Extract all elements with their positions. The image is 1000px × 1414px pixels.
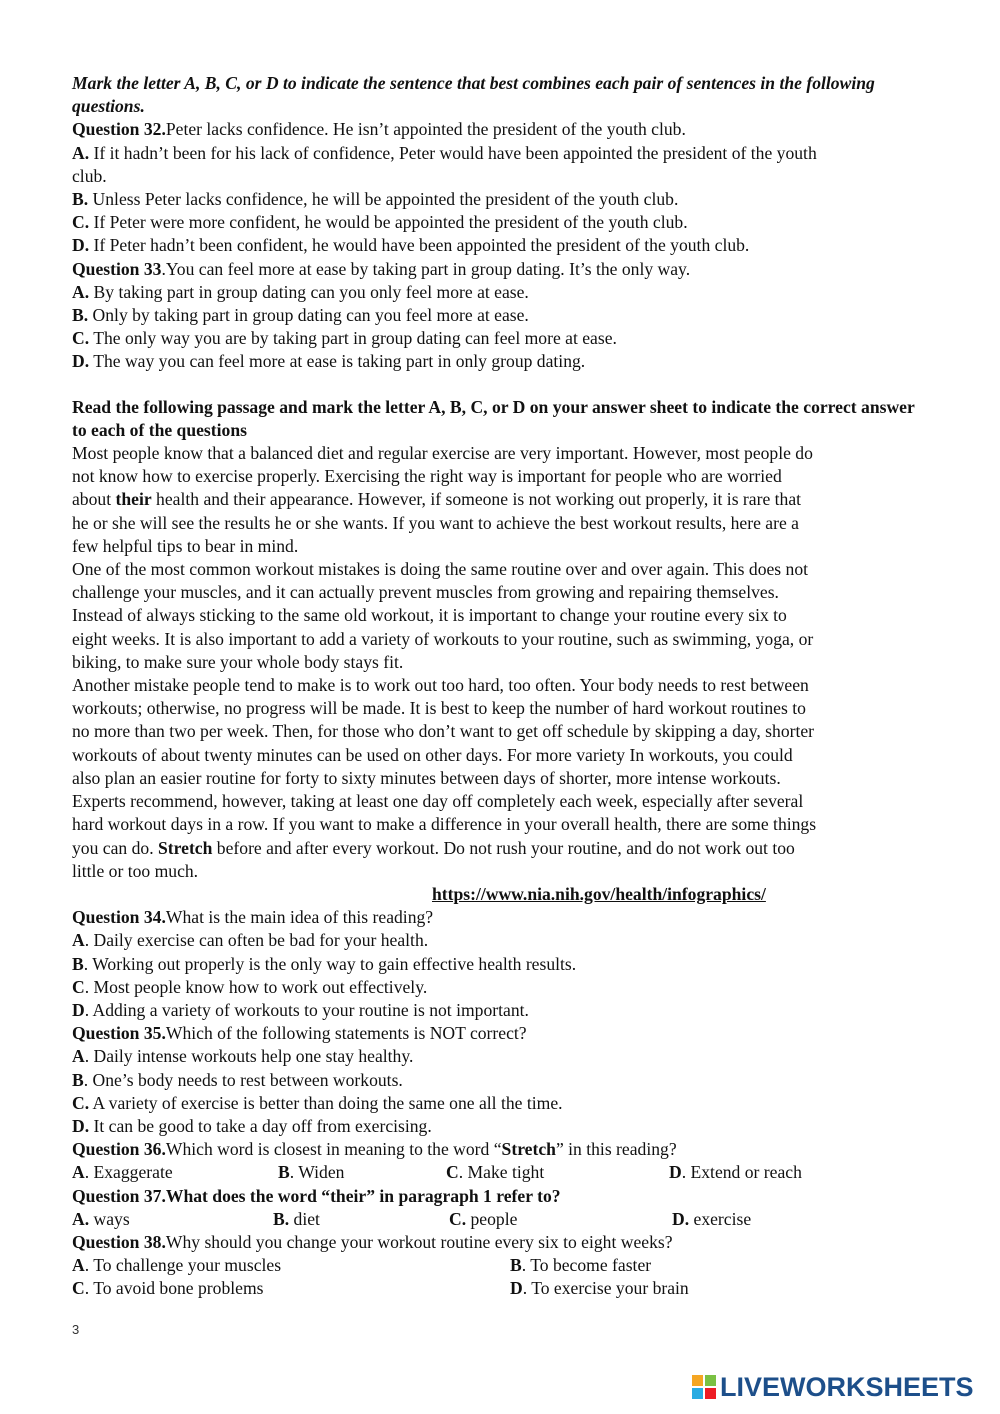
question-label: Question 32. — [72, 119, 166, 140]
option-letter: D — [510, 1278, 523, 1299]
passage-line: One of the most common workout mistakes is doing the same routine over and over again. This does not — [72, 559, 809, 580]
section-spacer — [72, 374, 930, 396]
q38-option-b[interactable] — [510, 1254, 651, 1277]
option-text: . To avoid bone problems — [84, 1278, 264, 1299]
passage-text: before and after every workout. Do not rush your routine, and do not work out too — [212, 837, 795, 858]
question-stem: Which word is closest in meaning to the word “ — [165, 1139, 502, 1160]
q37-option-b[interactable] — [273, 1208, 320, 1231]
option-text: The only way you are by taking part in group dating can feel more at ease. — [93, 328, 617, 349]
q38-option-d[interactable] — [510, 1277, 689, 1300]
q34-option-c[interactable] — [72, 976, 930, 999]
passage-text: you can do. — [72, 837, 158, 858]
q32-option-a[interactable] — [72, 142, 930, 165]
option-letter: A — [72, 930, 85, 951]
option-text: If it hadn’t been for his lack of confidence, Peter would have been appointed the president of the youth — [93, 142, 817, 163]
passage-line: workouts of about twenty minutes can be used on other days. For more variety In workouts, you could — [72, 744, 793, 765]
question-32 — [72, 118, 930, 141]
option-text: . Exaggerate — [84, 1162, 173, 1183]
brand-name: LIVEWORKSHEETS — [720, 1372, 974, 1403]
option-letter: C. — [72, 212, 90, 233]
option-text: . Daily exercise can often be bad for your health. — [84, 930, 429, 951]
question-stem: What does the word “their” in paragraph 1 refer to? — [165, 1185, 561, 1206]
option-letter: D. — [72, 235, 90, 256]
instruction-reading: Read the following passage and mark the letter A, B, C, or D on your answer sheet to indicate the correct answer to each of the questions — [72, 396, 915, 440]
worksheet-page — [72, 72, 930, 1301]
option-text: exercise — [689, 1208, 752, 1229]
question-stem: Peter lacks confidence. He isn’t appointed the president of the youth club. — [165, 119, 686, 140]
option-letter: B — [72, 953, 84, 974]
option-text: . Extend or reach — [681, 1162, 802, 1183]
question-label: Question 38. — [72, 1231, 166, 1252]
option-text: If Peter were more confident, he would be appointed the president of the youth club. — [93, 212, 688, 233]
option-text: . Working out properly is the only way to gain effective health results. — [83, 953, 577, 974]
option-text: A variety of exercise is better than doing the same one all the time. — [89, 1092, 563, 1113]
question-38 — [72, 1231, 930, 1254]
option-text: . To become faster — [521, 1255, 652, 1276]
q36-option-d[interactable] — [669, 1161, 802, 1184]
option-text: diet — [289, 1208, 320, 1229]
q35-option-a[interactable] — [72, 1045, 930, 1068]
option-letter: C. — [72, 1092, 90, 1113]
reading-passage — [72, 442, 930, 906]
question-33 — [72, 258, 930, 281]
passage-line: Instead of always sticking to the same old workout, it is important to change your routine every six to — [72, 605, 787, 626]
passage-line: eight weeks. It is also important to add a variety of workouts to your routine, such as swimming, yoga, or — [72, 628, 814, 649]
q33-option-d[interactable] — [72, 350, 930, 373]
option-letter: C — [446, 1162, 459, 1183]
q36-option-c[interactable] — [446, 1161, 544, 1184]
option-letter: D. — [72, 1115, 90, 1136]
option-letter: C. — [449, 1208, 467, 1229]
q35-option-d[interactable] — [72, 1115, 930, 1138]
highlighted-word-stretch: Stretch — [158, 837, 213, 858]
option-text: . Daily intense workouts help one stay healthy. — [84, 1046, 414, 1067]
passage-line: no more than two per week. Then, for those who don’t want to get off schedule by skipping a day, shorter — [72, 721, 815, 742]
stem-keyword: Stretch — [501, 1139, 556, 1160]
option-letter: D — [72, 999, 85, 1020]
option-letter: B. — [72, 189, 89, 210]
source-link[interactable]: https://www.nia.nih.gov/health/infographics/ — [432, 883, 766, 904]
option-text: By taking part in group dating can you only feel more at ease. — [93, 281, 529, 302]
option-letter: D. — [672, 1208, 690, 1229]
q37-option-c[interactable] — [449, 1208, 517, 1231]
option-text: Unless Peter lacks confidence, he will be appointed the president of the youth club. — [92, 189, 679, 210]
q32-option-a-continued: club. — [72, 165, 107, 186]
q34-option-b[interactable] — [72, 953, 930, 976]
q36-option-b[interactable] — [278, 1161, 344, 1184]
option-text: . To exercise your brain — [522, 1278, 689, 1299]
option-letter: C. — [72, 328, 90, 349]
option-letter: B — [510, 1255, 522, 1276]
question-label: Question 34. — [72, 907, 166, 928]
q35-option-c[interactable] — [72, 1092, 930, 1115]
option-text: . Adding a variety of workouts to your routine is not important. — [84, 999, 529, 1020]
question-35 — [72, 1022, 930, 1045]
question-label: Question 35. — [72, 1023, 166, 1044]
question-stem: Which of the following statements is NOT correct? — [165, 1023, 527, 1044]
option-text: . Make tight — [458, 1162, 545, 1183]
option-letter: B. — [273, 1208, 290, 1229]
passage-line: Experts recommend, however, taking at least one day off completely each week, especially after several — [72, 791, 804, 812]
passage-line — [72, 837, 930, 860]
option-letter: D. — [72, 351, 90, 372]
option-text: . One’s body needs to rest between workouts. — [83, 1069, 403, 1090]
q38-options-row-1 — [72, 1254, 930, 1277]
question-label: Question 37. — [72, 1185, 166, 1206]
option-text: ways — [89, 1208, 130, 1229]
option-letter: A. — [72, 281, 90, 302]
q32-option-d[interactable] — [72, 234, 930, 257]
option-text: It can be good to take a day off from exercising. — [89, 1115, 432, 1136]
option-letter: A — [72, 1255, 85, 1276]
option-text: Only by taking part in group dating can you feel more at ease. — [92, 305, 529, 326]
option-text: . To challenge your muscles — [84, 1255, 282, 1276]
question-stem: ” in this reading? — [555, 1139, 677, 1160]
passage-line: few helpful tips to bear in mind. — [72, 535, 299, 556]
highlighted-word-their: their — [115, 489, 152, 510]
passage-line: challenge your muscles, and it can actually prevent muscles from growing and repairing themselves. — [72, 582, 779, 603]
q38-options-row-2 — [72, 1277, 930, 1300]
option-text: If Peter hadn’t been confident, he would have been appointed the president of the youth club. — [93, 235, 750, 256]
question-stem: Why should you change your workout routine every six to eight weeks? — [165, 1231, 673, 1252]
passage-text: health and their appearance. However, if someone is not working out properly, it is rare that — [151, 489, 802, 510]
question-label: Question 33 — [72, 258, 162, 279]
option-letter: A. — [72, 1208, 90, 1229]
q33-option-b[interactable] — [72, 304, 930, 327]
liveworksheets-logo[interactable] — [692, 1372, 974, 1403]
instruction-combine: Mark the letter A, B, C, or D to indicate the sentence that best combines each pair of sentences in the following questions. — [72, 73, 875, 117]
option-text: . Most people know how to work out effectively. — [84, 976, 428, 997]
q37-option-d[interactable] — [672, 1208, 751, 1231]
liveworksheets-logo-icon — [692, 1375, 718, 1401]
passage-line: he or she will see the results he or she wants. If you want to achieve the best workout results, here are a — [72, 512, 799, 533]
question-stem: What is the main idea of this reading? — [165, 907, 434, 928]
question-label: Question 36. — [72, 1139, 166, 1160]
question-34 — [72, 906, 930, 929]
option-letter: B — [72, 1069, 84, 1090]
q36-options-row — [72, 1161, 930, 1184]
q37-option-a[interactable] — [72, 1208, 130, 1231]
option-letter: C — [72, 976, 85, 997]
option-letter: C — [72, 1278, 85, 1299]
passage-line: Most people know that a balanced diet and regular exercise are very important. However, most people do — [72, 443, 813, 464]
option-letter: A — [72, 1162, 85, 1183]
q33-option-a[interactable] — [72, 281, 930, 304]
option-letter: D — [669, 1162, 682, 1183]
question-37 — [72, 1185, 930, 1208]
option-text: The way you can feel more at ease is taking part in only group dating. — [93, 351, 586, 372]
q38-option-c[interactable] — [72, 1277, 263, 1300]
option-text: . Widen — [289, 1162, 345, 1183]
passage-line: biking, to make sure your whole body stays fit. — [72, 651, 404, 672]
q36-option-a[interactable] — [72, 1161, 173, 1184]
passage-line: also plan an easier routine for forty to sixty minutes between days of shorter, more intense workouts. — [72, 767, 781, 788]
passage-line — [72, 488, 930, 511]
q34-option-a[interactable] — [72, 929, 930, 952]
option-letter: A. — [72, 142, 90, 163]
option-letter: A — [72, 1046, 85, 1067]
q37-options-row — [72, 1208, 930, 1231]
passage-line: hard workout days in a row. If you want to make a difference in your overall health, there are some things — [72, 814, 817, 835]
passage-line: not know how to exercise properly. Exercising the right way is important for people who are worried — [72, 466, 782, 487]
q33-option-c[interactable] — [72, 327, 930, 350]
q32-option-c[interactable] — [72, 211, 930, 234]
passage-line: workouts; otherwise, no progress will be made. It is best to keep the number of hard workout routines to — [72, 698, 806, 719]
q38-option-a[interactable] — [72, 1254, 281, 1277]
q34-option-d[interactable] — [72, 999, 930, 1022]
option-letter: B. — [72, 305, 89, 326]
question-36 — [72, 1138, 930, 1161]
option-text: people — [466, 1208, 518, 1229]
page-number: 3 — [72, 1322, 80, 1337]
passage-line: Another mistake people tend to make is to work out too hard, too often. Your body needs to rest between — [72, 675, 809, 696]
q35-option-b[interactable] — [72, 1069, 930, 1092]
q32-option-b[interactable] — [72, 188, 930, 211]
option-letter: B — [278, 1162, 290, 1183]
question-stem: .You can feel more at ease by taking part in group dating. It’s the only way. — [161, 258, 691, 279]
passage-text: about — [72, 489, 116, 510]
passage-line: little or too much. — [72, 860, 199, 881]
